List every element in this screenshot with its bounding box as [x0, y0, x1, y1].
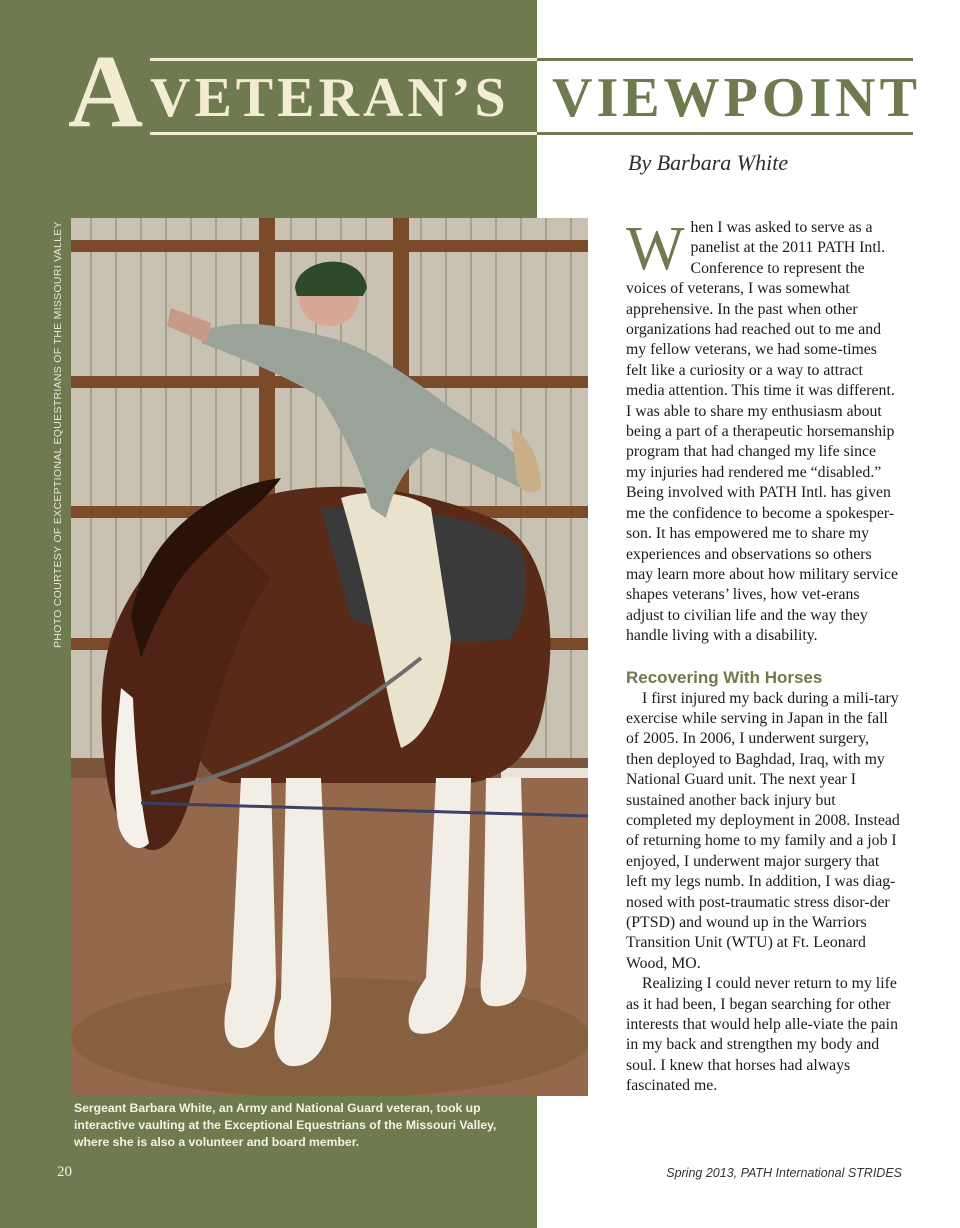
article-paragraph-2: I first injured my back during a mili-tary exercise while serving in Japan in the fall of 2005. In 2006, I underwent surgery, then deployed to Baghdad, Iraq, with my National Guard unit. The next year I sustained another back injury but completed my deployment in 2008. Instead of returning home to my family and a job I enjoyed, I underwent major surgery that left my legs numb. In addition, I was diag-nosed with post-traumatic stress disor-der (PTSD) and wound up in the Warriors Transition Unit (WTU) at Ft. Leonard Wood, MO.	[626, 689, 900, 972]
photo-caption: Sergeant Barbara White, an Army and National Guard veteran, took up interactive vaulting at the Exceptional Equestrians of the Missouri Valley, where she is also a volunteer and board member.	[74, 1101, 497, 1149]
title-rule-top-right	[537, 58, 913, 61]
title-rule-top-left	[150, 58, 537, 61]
byline: By Barbara White	[628, 150, 789, 175]
paragraph-1-text: hen I was asked to serve as a panelist at the 2011 PATH Intl. Conference to represent the voices of veterans, I was somewhat apprehensive. In the past when other organizations had reached out to me and my fellow veterans, we had some-times felt like a curiosity or a way to attract media attention. This time it was different. I was able to share my enthusiasm about being a part of a therapeutic horsemanship program that had changed my life since my injuries had rendered me “disabled.” Being involved with PATH Intl. has given me the confidence to become a spokesper-son. It has empowered me to share my experiences and observations so others may learn more about how military service shapes veterans’ lives, how vet-erans adjust to civilian life and the way they handle living with a disability.	[626, 219, 898, 645]
title-word-veterans: VETERAN’S	[150, 67, 510, 129]
article-paragraph-3: Realizing I could never return to my life as it had been, I began searching for other interests that would help alle-viate the pain in my back and strengthen my body and soul. I knew that horses had always fascinated me.	[626, 975, 898, 1095]
horse-vaulting-illustration	[71, 218, 588, 1096]
title-rule-bottom-left	[150, 132, 537, 135]
title-initial: A	[68, 34, 144, 149]
feature-photo	[71, 218, 588, 1096]
title-word-viewpoint: VIEWPOINT	[552, 67, 921, 129]
drop-cap: W	[626, 215, 685, 283]
photo-credit: PHOTO COURTESY OF EXCEPTIONAL EQUESTRIANS OF THE MISSOURI VALLEY	[52, 221, 64, 648]
page-number: 20	[57, 1164, 72, 1180]
article-paragraph-1	[626, 215, 900, 647]
footer-publication: Spring 2013, PATH International STRIDES	[666, 1166, 902, 1180]
title-rule-bottom-right	[537, 132, 913, 135]
section-heading: Recovering With Horses	[626, 667, 823, 687]
article-body	[626, 215, 900, 1097]
